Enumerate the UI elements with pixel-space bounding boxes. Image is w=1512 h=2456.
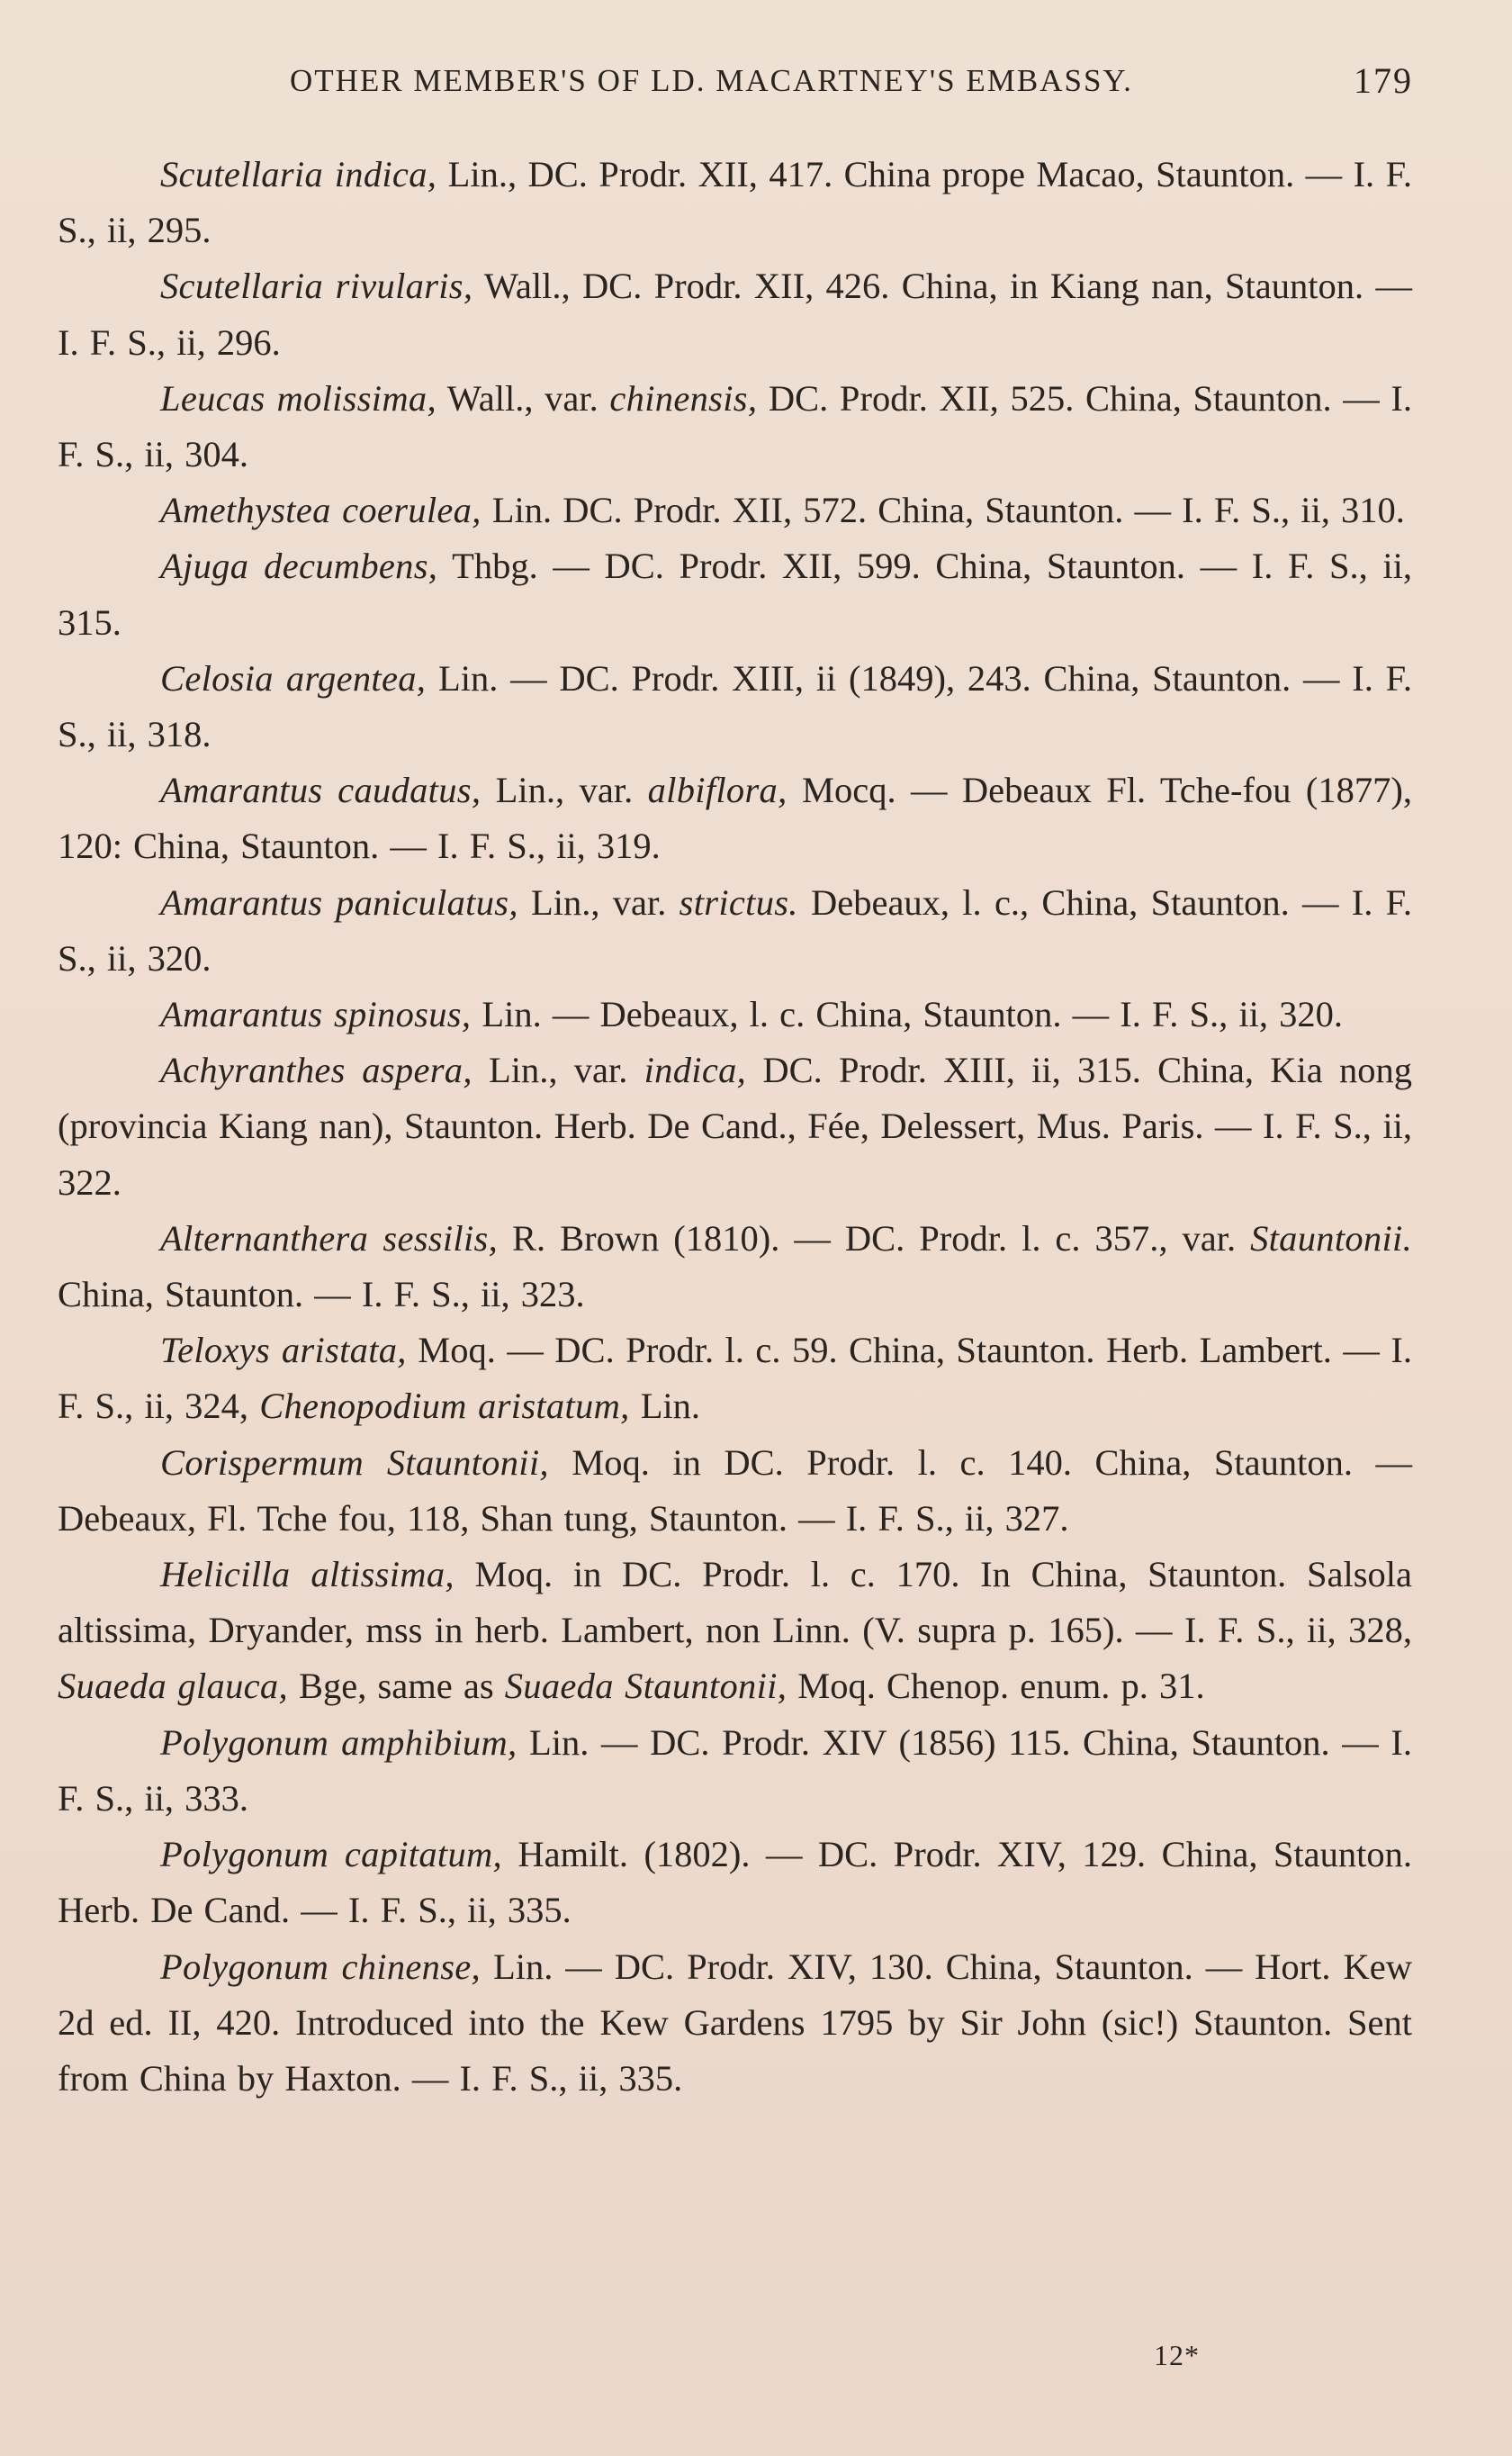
entry-text-continued: Mocq. — Debeaux Fl. Tche-fou (1877), 120: China, Staunton. — I. F. S., ii, 319. [58, 770, 1412, 867]
entry-text: Wall., var. [436, 377, 610, 419]
synonym-name: Suaeda glauca, [58, 1666, 288, 1707]
entry-amarantus-spinosus [58, 987, 1412, 1043]
species-name: Alternanthera sessilis, [160, 1217, 498, 1259]
synonym-name-2: Suaeda Stauntonii, [504, 1666, 788, 1707]
variety-name: chinensis, [609, 377, 758, 419]
entry-scutellaria-rivularis [58, 258, 1412, 370]
entry-polygonum-chinense [58, 1939, 1412, 2108]
entry-text: Lin., var. [481, 770, 648, 811]
entry-alternanthera-sessilis [58, 1211, 1412, 1323]
variety-name: strictus. [679, 881, 798, 923]
signature-mark: 12* [1154, 2339, 1200, 2371]
entry-text-continued: DC. Prodr. XII, 525. China, Staunton. — I. F. S., ii, 304. [58, 377, 1412, 475]
entry-text-continued: China, Staunton. — I. F. S., ii, 323. [58, 1274, 585, 1315]
species-list [58, 147, 1412, 2107]
species-name: Ajuga decumbens, [160, 546, 438, 587]
species-name: Polygonum chinense, [160, 1946, 481, 1987]
species-name: Celosia argentea, [160, 657, 427, 699]
species-name: Scutellaria rivularis, [160, 266, 473, 307]
entry-text: Lin., DC. Prodr. XII, 417. China prope Macao, Staunton. — I. F. S., ii, 295. [58, 154, 1412, 251]
entry-text: R. Brown (1810). — DC. Prodr. l. c. 357., var. [498, 1217, 1251, 1259]
species-name: Amethystea coerulea, [160, 490, 482, 531]
entry-polygonum-amphibium [58, 1715, 1412, 1827]
page-number: 179 [1354, 60, 1413, 101]
species-name: Polygonum amphibium, [160, 1721, 518, 1763]
entry-text: Hamilt. (1802). — DC. Prodr. XIV, 129. China, Staunton. Herb. De Cand. — I. F. S., ii, 335. [58, 1834, 1412, 1931]
synonym-name: Chenopodium aristatum, [259, 1386, 630, 1427]
entry-text: Moq. in DC. Prodr. l. c. 170. In China, Staunton. Salsola altissima, Dryander, mss in herb. Lambert, non Linn. (V. supra p. 165). — I. F. S., ii, 328, [58, 1554, 1412, 1651]
entry-scutellaria-indica [58, 147, 1412, 258]
species-name: Leucas molissima, [160, 377, 436, 419]
entry-amarantus-caudatus [58, 763, 1412, 874]
page-header [54, 56, 1413, 110]
entry-amarantus-paniculatus [58, 875, 1412, 987]
variety-name: albiflora, [647, 770, 788, 811]
entry-text: Lin. — DC. Prodr. XIV, 130. China, Staunton. — Hort. Kew 2d ed. II, 420. Introduced into the Kew Gardens 1795 by Sir John (sic!) Staunton. Sent from China by Haxton. — I. F. S., ii, 335. [58, 1946, 1412, 2099]
entry-ajuga-decumbens [58, 538, 1412, 650]
species-name: Scutellaria indica, [160, 154, 437, 194]
species-name: Teloxys aristata, [160, 1330, 407, 1371]
entry-helicilla-altissima [58, 1547, 1412, 1715]
entry-polygonum-capitatum [58, 1827, 1412, 1938]
entry-text: Wall., DC. Prodr. XII, 426. China, in Kiang nan, Staunton. — I. F. S., ii, 296. [58, 266, 1412, 363]
entry-text-continued: Debeaux, l. c., China, Staunton. — I. F. S., ii, 320. [58, 881, 1412, 979]
entry-leucas-molissima [58, 371, 1412, 483]
entry-text: Moq. in DC. Prodr. l. c. 140. China, Staunton. — Debeaux, Fl. Tche fou, 118, Shan tung, Staunton. — I. F. S., ii, 327. [58, 1441, 1412, 1539]
entry-text: Lin. DC. Prodr. XII, 572. China, Staunton. — I. F. S., ii, 310. [481, 490, 1405, 531]
entry-text: Lin. — Debeaux, l. c. China, Staunton. — I. F. S., ii, 320. [471, 994, 1344, 1035]
species-name: Helicilla altissima, [160, 1554, 454, 1595]
entry-text: Thbg. — DC. Prodr. XII, 599. China, Staunton. — I. F. S., ii, 315. [58, 546, 1412, 643]
entry-celosia-argentea [58, 651, 1412, 763]
entry-text-continued: DC. Prodr. XIII, ii, 315. China, Kia nong (provincia Kiang nan), Staunton. Herb. De Cand., Fée, Delessert, Mus. Paris. — I. F. S., ii, 322. [58, 1050, 1412, 1203]
species-name: Amarantus spinosus, [160, 994, 472, 1035]
entry-text-continued: Bge, same as [287, 1666, 505, 1707]
species-name: Corispermum Stauntonii, [160, 1441, 549, 1483]
entry-text: Lin., var. [518, 881, 680, 923]
species-name: Polygonum capitatum, [160, 1834, 502, 1875]
entry-text-end: Moq. Chenop. enum. p. 31. [787, 1666, 1205, 1707]
entry-teloxys-aristata [58, 1323, 1412, 1434]
species-name: Achyranthes aspera, [160, 1050, 472, 1091]
entry-text: Moq. — DC. Prodr. l. c. 59. China, Staunton. Herb. Lambert. — I. F. S., ii, 324, [58, 1330, 1412, 1427]
species-name: Amarantus caudatus, [160, 770, 482, 811]
entry-text: Lin. — DC. Prodr. XIII, ii (1849), 243. China, Staunton. — I. F. S., ii, 318. [58, 657, 1412, 755]
running-title: OTHER MEMBER'S OF LD. MACARTNEY'S EMBASSY. [290, 63, 1133, 98]
variety-name: indica, [644, 1050, 747, 1091]
entry-text-continued: Lin. [629, 1386, 701, 1427]
species-name: Amarantus paniculatus, [160, 881, 518, 923]
variety-name: Stauntonii. [1250, 1217, 1412, 1259]
entry-achyranthes-aspera [58, 1043, 1412, 1211]
entry-text: Lin. — DC. Prodr. XIV (1856) 115. China, Staunton. — I. F. S., ii, 333. [58, 1721, 1412, 1819]
entry-text: Lin., var. [472, 1050, 644, 1091]
entry-amethystea-coerulea [58, 483, 1412, 538]
entry-corispermum-stauntonii [58, 1435, 1412, 1547]
